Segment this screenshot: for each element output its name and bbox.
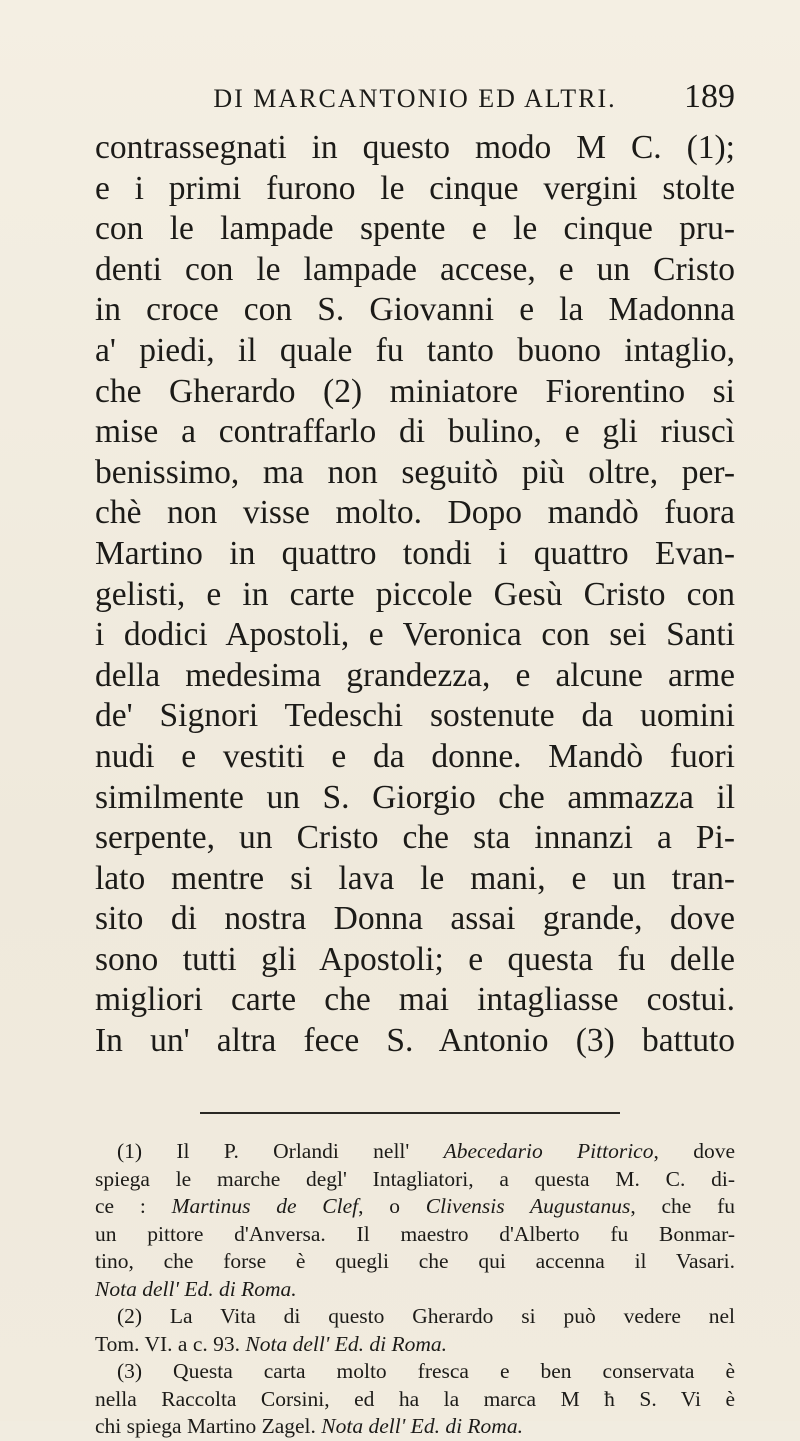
footnote-1-source: Nota dell' Ed. di Roma. bbox=[95, 1276, 297, 1301]
body-text bbox=[95, 128, 735, 1062]
footnote-2-line: (2) La Vita di questo Gherardo si può vedere nel bbox=[117, 1304, 735, 1328]
footnote-name: Martinus de Clef bbox=[171, 1194, 359, 1218]
text-line: e i primi furono le cinque vergini stolte bbox=[95, 169, 735, 207]
text-line: i dodici Apostoli, e Veronica con sei Santi bbox=[95, 616, 735, 654]
text-line: benissimo, ma non seguitò più oltre, per- bbox=[95, 453, 735, 491]
text-line: serpente, un Cristo che sta innanzi a Pi- bbox=[95, 819, 735, 857]
text-line: denti con le lampade accese, e un Cristo bbox=[95, 250, 735, 288]
footnote-text: Tom. VI. a c. 93. bbox=[95, 1331, 246, 1356]
text-line: chè non visse molto. Dopo mandò fuora bbox=[95, 494, 735, 532]
footnote-text: , che fu bbox=[630, 1194, 735, 1218]
text-line: similmente un S. Giorgio che ammazza il bbox=[95, 778, 735, 816]
text-line: In un' altra fece S. Antonio (3) battuto bbox=[95, 1022, 735, 1060]
footnote-3-line: nella Raccolta Corsini, ed ha la marca M ħ S. Vi è bbox=[95, 1386, 735, 1411]
footnote-separator bbox=[200, 1112, 620, 1114]
text-line: che Gherardo (2) miniatore Fiorentino si bbox=[95, 372, 735, 410]
footnote-text: chi spiega Martino Zagel. bbox=[95, 1414, 322, 1438]
footnote-source: Nota dell' Ed. di Roma. bbox=[321, 1414, 523, 1438]
running-head: DI MARCANTONIO ED ALTRI. bbox=[213, 84, 617, 113]
text-line: a' piedi, il quale fu tanto buono intaglio, bbox=[95, 331, 735, 369]
text-line: della medesima grandezza, e alcune arme bbox=[95, 656, 735, 694]
footnotes bbox=[95, 1138, 735, 1441]
footnote-text: , o bbox=[358, 1194, 426, 1218]
text-line: nudi e vestiti e da donne. Mandò fuori bbox=[95, 737, 735, 775]
footnote-name: Clivensis Augustanus bbox=[425, 1194, 631, 1218]
footnote-1-line: spiega le marche degl' Intagliatori, a questa M. C. di- bbox=[95, 1166, 735, 1191]
text-line: sito di nostra Donna assai grande, dove bbox=[95, 900, 735, 938]
text-line: migliori carte che mai intagliasse costui. bbox=[95, 981, 735, 1019]
footnote-text: , dove bbox=[653, 1139, 735, 1163]
footnote-1-line: un pittore d'Anversa. Il maestro d'Alberto fu Bonmar- bbox=[95, 1221, 735, 1246]
text-line: lato mentre si lava le mani, e un tran- bbox=[95, 859, 735, 897]
page-number: 189 bbox=[684, 78, 735, 115]
text-line: contrassegnati in questo modo M C. (1); bbox=[95, 129, 735, 166]
footnote-title: Abecedario Pittorico bbox=[443, 1139, 654, 1163]
footnote-text: ce : bbox=[95, 1194, 172, 1218]
footnote-2-line bbox=[95, 1331, 735, 1359]
footnote-source: Nota dell' Ed. di Roma. bbox=[245, 1331, 448, 1356]
footnote-text: (1) Il P. Orlandi nell' bbox=[117, 1139, 444, 1163]
footnote-1-line bbox=[95, 1193, 735, 1221]
text-line: in croce con S. Giovanni e la Madonna bbox=[95, 291, 735, 329]
text-line: mise a contraffarlo di bulino, e gli riuscì bbox=[95, 413, 735, 451]
footnote-1-line: tino, che forse è quegli che qui accenna il Vasari. bbox=[95, 1249, 735, 1273]
footnote-3-line bbox=[95, 1413, 735, 1441]
text-line: Martino in quattro tondi i quattro Evan- bbox=[95, 534, 735, 572]
footnote-3-line: (3) Questa carta molto fresca e ben conservata è bbox=[117, 1359, 735, 1383]
page-header bbox=[95, 78, 735, 124]
text-line: gelisti, e in carte piccole Gesù Cristo con bbox=[95, 575, 735, 613]
text-line: sono tutti gli Apostoli; e questa fu delle bbox=[95, 940, 735, 978]
footnote-1-line bbox=[95, 1138, 735, 1166]
text-line: de' Signori Tedeschi sostenute da uomini bbox=[95, 697, 735, 735]
text-line: con le lampade spente e le cinque pru- bbox=[95, 210, 735, 248]
